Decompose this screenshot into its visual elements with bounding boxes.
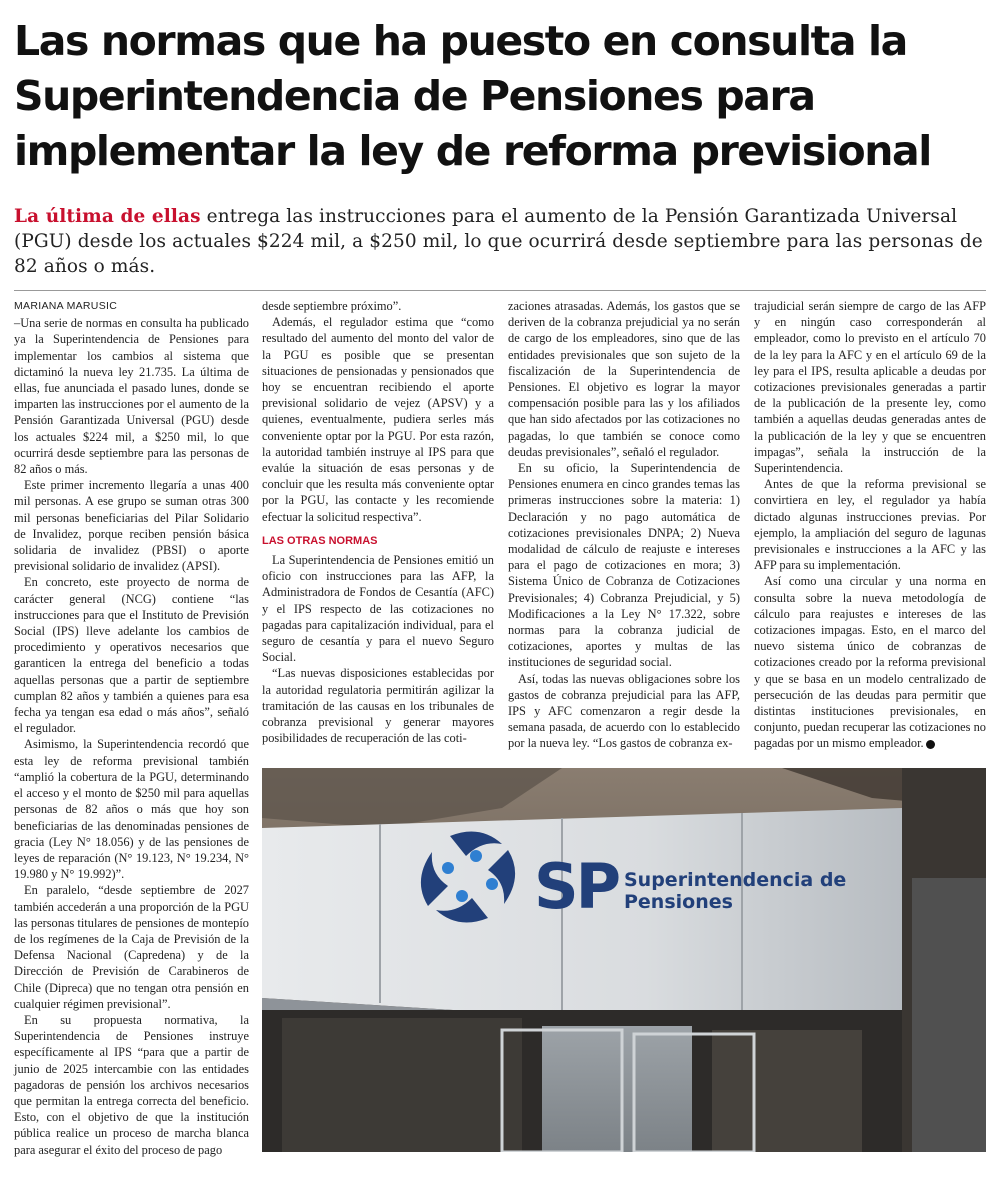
paragraph: En su oficio, la Superintendencia de Pensiones enumera en cinco grandes temas las primeras instrucciones sobre la materia: 1) Declaración y no pago automática de cotizaciones previsionales DNPA; 2) Nueva modalidad de cálculo de reajuste e intereses para el pago de cotizaciones en mora; 3) Sistema Único de Cobranza de Cotizaciones Previsionales; 4) Cobranza Prejudicial, y 5) Modificaciones a la Ley N° 17.322, sobre normas para la cobranza judicial de cotizaciones, aportes y multas de las instituciones de seguridad social. <box>508 461 740 670</box>
paragraph: zaciones atrasadas. Además, los gastos que se deriven de la cobranza prejudicial ya no serán de cargo de los empleadores, sino que de las entidades previsionales que son sujeto de la fiscalización de la Superintendencia de Pensiones. El objetivo es lograr la mayor compensación posible para las y los afiliados que han sido afectados por las cotizaciones no pagadas, lo que también se conoce como deudas previsionales”, señaló el regulador. <box>508 299 740 459</box>
column-3 <box>508 298 740 752</box>
deck-text: entrega las instrucciones para el aumento de la Pensión Garantizada Universal (PGU) desde los actuales $224 mil, a $250 mil, lo que ocurrirá desde septiembre para las personas de 82 años o más. <box>14 206 983 277</box>
paragraph: trajudicial serán siempre de cargo de las AFP y en ningún caso corresponderán al empleador, como lo previsto en el artículo 70 de la ley para la AFC y en el artículo 69 de la ley para el IPS, resulta aplicable a deudas por cotizaciones previsionales generadas a partir de la publicación de la presente ley, como también a aquellas deudas generadas antes de la publicación de la ley y que se encuentren impagas”, señala la instrucción de la Superintendencia. <box>754 299 986 476</box>
paragraph: “Las nuevas disposiciones establecidas por la autoridad regulatoria permitirán agilizar la tramitación de las causas en los tribunales de cobranza previsional y generar mayores posibilidades de recuperación de las coti- <box>262 666 494 746</box>
divider <box>14 290 986 291</box>
end-mark-icon <box>926 740 935 749</box>
paragraph: Antes de que la reforma previsional se convirtiera en ley, el regulador ya había dictado algunas instrucciones previas. Por ejemplo, la ampliación del seguro de lagunas previsionales e instrucciones a la AFC y las AFP para su implementación. <box>754 477 986 573</box>
section-subhead: LAS OTRAS NORMAS <box>262 534 378 547</box>
paragraph-text: Así como una circular y una norma en consulta sobre la nueva metodología de cálculo para reajustes e intereses de las cotizaciones impagas. Esto, en el marco del nuevo sistema único de cobranzas de cotizaciones creado por la reforma previsional y que se basa en un modelo centralizado de persecución de las deudas para permitir que distintas instituciones previsionales, en conjunto, puedan recuperar las cotizaciones no pagadas por un mismo empleador. <box>754 574 986 751</box>
paragraph: En concreto, este proyecto de norma de carácter general (NCG) contiene “las instrucciones para que el Instituto de Previsión Social (IPS) lleve adelante los cambios de procedimiento y operativos necesarios que garanticen la entrega del beneficio a todas aquellas personas que a partir de septiembre cumplan 82 años y también a quienes para esa fecha ya tengan esa edad o más años”, señaló el regulador. <box>14 575 249 736</box>
headline: Las normas que ha puesto en consulta la Superintendencia de Pensiones para implementar la ley de reforma previsional <box>14 17 931 175</box>
paragraph: La Superintendencia de Pensiones emitió un oficio con instrucciones para las AFP, la Administradora de Fondos de Cesantía (AFC) y el IPS respecto de las cotizaciones no pagadas para capitalización individual, para el seguro de cesantía y para el nuevo Seguro Social. <box>262 553 494 665</box>
building-photo <box>262 768 986 1152</box>
column-4 <box>754 298 986 752</box>
paragraph: Además, el regulador estima que “como resultado del aumento del monto del valor de la PGU es posible que se presentan situaciones de pensionadas y pensionados que hoy se encuentran recibiendo el aporte previsional solidario de vejez (APSV) y a quienes, eventualmente, pudiera serles más conveniente optar por la PGU. Por esta razón, la autoridad también instruye al IPS para que evalúe la situación de esas personas y de concluir que les resulta más conveniente optar por la PGU, las contacte y les recomiende efectuar la solicitud respectiva”. <box>262 315 494 524</box>
column-2 <box>262 298 494 746</box>
paragraph: Así, todas las nuevas obligaciones sobre los gastos de cobranza prejudicial para las AFP, IPS y AFC comenzaron a regir desde la semana pasada, de acuerdo con lo establecido por la nueva ley. “Los gastos de cobranza ex- <box>508 671 740 751</box>
column-1 <box>14 298 249 1158</box>
paragraph <box>754 573 986 751</box>
sign-line-1: Superintendencia de <box>624 869 847 891</box>
paragraph: En su propuesta normativa, la Superintendencia de Pensiones instruye específicamente al IPS “para que a partir de junio de 2025 intercambie con las entidades pagadoras de pensión los archivos necesarios que permitan la entrega correcta del beneficio. Esto, con el objetivo de que la institución pública realice un proceso de marcha blanca para asegurar el éxito del proceso de pago <box>14 1012 249 1157</box>
storefront-illustration <box>262 768 986 1152</box>
paragraph: Este primer incremento llegaría a unas 400 mil personas. A ese grupo se suman otras 300 mil personas beneficiarias del Pilar Solidario de Invalidez, porque reciben pensión básica solidaria de invalidez (PBSI) o aporte previsional solidario de invalidez (APSI). <box>14 478 249 574</box>
paragraph: En paralelo, “desde septiembre de 2027 también accederán a una proporción de la PGU las personas titulares de pensiones de montepío de los regímenes de la Caja de Previsión de la Defensa Nacional (Capredena) y de la Dirección de Previsión de Carabineros de Chile (Dipreca) que no tengan otra pensión en cualquier régimen previsional”. <box>14 883 249 1011</box>
paragraph: desde septiembre próximo”. <box>262 299 402 313</box>
logo-text: SP <box>534 850 619 923</box>
byline: MARIANA MARUSIC <box>14 300 118 312</box>
deck <box>14 204 984 279</box>
paragraph: Asimismo, la Superintendencia recordó que esta ley de reforma previsional también “amplió la cobertura de la PGU, determinando el acceso y el monto de $250 mil para aquellas personas de 82 años o más que hoy son beneficiarias de las denominadas pensiones de gracia (Ley N° 18.056) y de las pensiones de leyes de reparación (N° 19.123, N° 19.234, N° 19.980 y N° 19.992)”. <box>14 737 249 882</box>
sign-line-2: Pensiones <box>624 891 733 913</box>
deck-lead: La última de ellas <box>14 206 201 227</box>
paragraph: –Una serie de normas en consulta ha publicado ya la Superintendencia de Pensiones para implementar los cambios al sistema que dictaminó la nueva ley 21.735. La última de ellas, fue anunciada el pasado lunes, donde se imparten las instrucciones por el aumento de la Pensión Garantizada Universal (PGU) desde los actuales $224 mil, a $250 mil, lo que ocurrirá desde septiembre para las personas de 82 años o más. <box>14 316 249 477</box>
